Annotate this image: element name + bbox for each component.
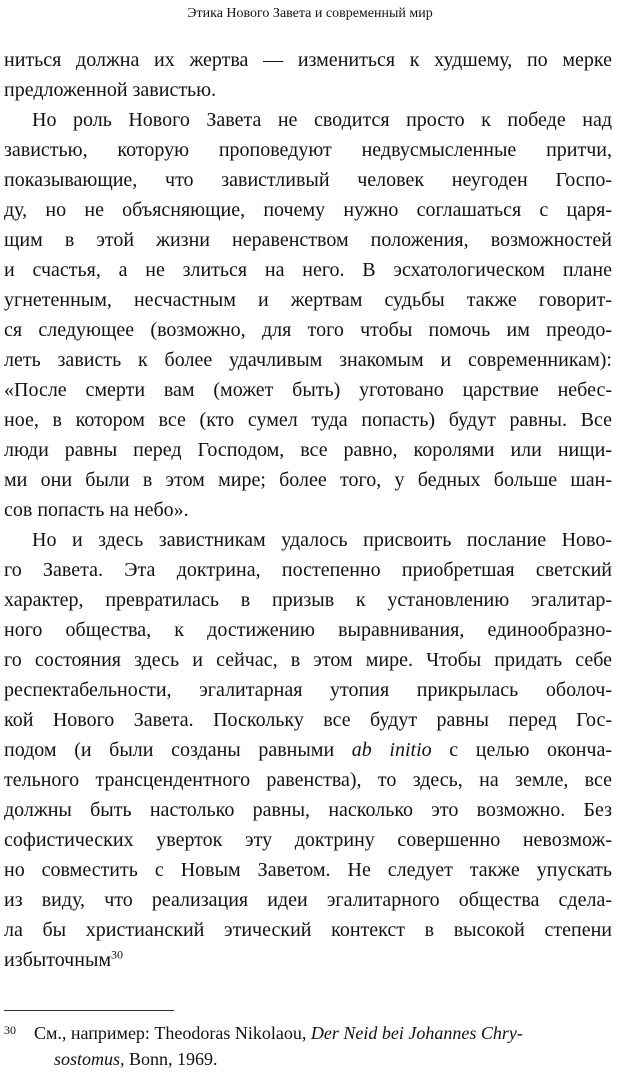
text-line: ниться должна их жертва — измениться к худшему, по мерке [4,49,612,71]
text-line: завистью, которую проповедуют недвусмысленные притчи, [4,139,612,161]
text-line: ного общества, к достижению выравнивания, единообразно- [4,619,612,641]
running-header: Этика Нового Завета и современный мир [187,6,433,21]
text-line: люди равны перед Господом, все равно, королями или нищи- [4,439,612,461]
footnote-line [4,1046,612,1072]
text-line: кой Нового Завета. Поскольку все будут равны перед Гос- [4,709,612,731]
body-text [4,45,612,975]
text-line: характер, превратилась в призыв к установлению эгалитар- [4,589,612,611]
text-line: леть зависть к более удачливым знакомым и современникам): [4,349,612,371]
text-line [4,735,612,765]
text-line: предложенной завистью. [4,79,217,101]
footnote [4,1020,612,1072]
paragraph-start-line: Но и здесь завистникам удалось присвоить послание Ново- [32,529,612,551]
text-line: ла бы христианский этический контекст в высокой степени [4,919,612,941]
footnote-text: Bonn, 1969. [129,1049,218,1069]
text-line: но совместить с Новым Заветом. Не следует также упускать [4,859,612,881]
footnote-title: sostomus, [54,1049,125,1069]
text-line: респектабельности, эгалитарная утопия прикрылась оболоч- [4,679,612,701]
text-line: и счастья, а не злиться на него. В эсхатологическом плане [4,259,612,281]
text-line: сов попасть на небо». [4,499,189,521]
text-line: тельного трансцендентного равенства), то здесь, на земле, все [4,769,612,791]
text-line: угнетенным, несчастным и жертвам судьбы также говорит- [4,289,612,311]
text-fragment: избыточным [4,949,112,971]
text-line: должны быть настолько равны, насколько это возможно. Без [4,799,612,821]
footnote-ref: 30 [111,947,124,962]
text-line: ное, в котором все (кто сумел туда попасть) будут равны. Все [4,409,612,431]
text-line: ми они были в этом мире; более того, у бедных больше шан- [4,469,612,491]
text-fragment: с целью оконча- [449,739,613,761]
text-line: го Завета. Эта доктрина, постепенно приобретшая светский [4,559,612,581]
footnote-number: 30 [4,1023,16,1037]
text-line: «После смерти вам (может быть) уготовано царствие небес- [4,379,612,401]
text-line: ся следующее (возможно, для того чтобы помочь им преодо- [4,319,612,341]
text-line: софистических уверток эту доктрину совершенно невозмож- [4,829,612,851]
footnote-title: Der Neid bei Johannes Chry- [310,1023,523,1043]
text-fragment: подом (и были созданы равными [4,739,335,761]
footnote-separator [4,1010,174,1011]
italic-phrase: ab initio [351,739,432,761]
text-line: щим в этой жизни неравенством положения, возможностей [4,229,612,251]
text-line [4,945,612,975]
footnote-text: См., например: Theodoras Nikolaou, [34,1023,307,1043]
text-line: показывающие, что завистливый человек неугоден Госпо- [4,169,612,191]
text-line: го состояния здесь и сейчас, в этом мире. Чтобы придать себе [4,649,612,671]
footnote-line [4,1020,612,1046]
text-line: ду, но не объясняющие, почему нужно соглашаться с царя- [4,199,612,221]
text-line: из виду, что реализация идеи эгалитарного общества сдела- [4,889,612,911]
paragraph-start-line: Но роль Нового Завета не сводится просто к победе над [32,109,612,131]
